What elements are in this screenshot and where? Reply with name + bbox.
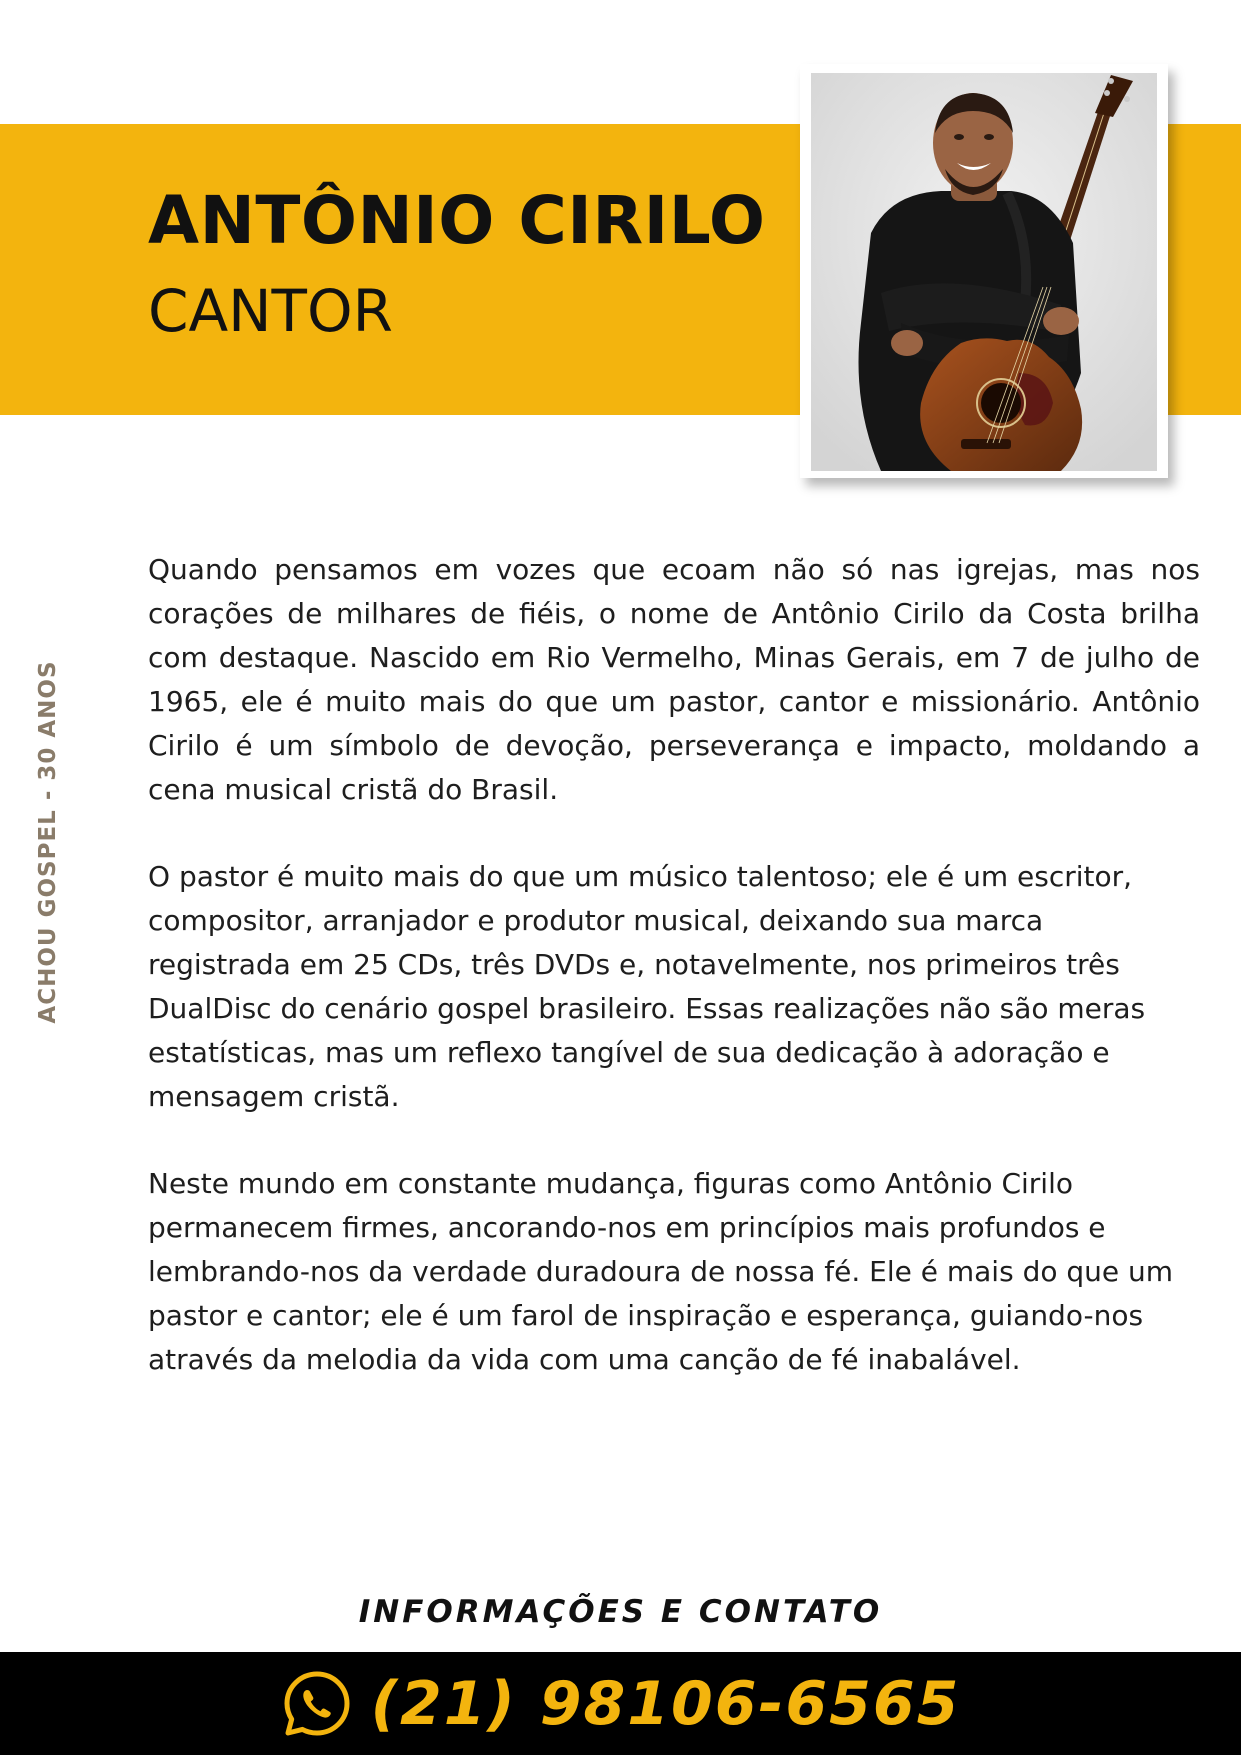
phone-number[interactable]: (21) 98106-6565 <box>370 1668 961 1739</box>
artist-photo-frame <box>800 64 1168 478</box>
artist-photo <box>811 73 1157 471</box>
bio-paragraph-3: Neste mundo em constante mudança, figuras como Antônio Cirilo permanecem firmes, ancorando-nos em princípios mais profundos e lembrando-nos da verdade duradoura de nossa fé. Ele é mais do que um pastor e cantor; ele é um farol de inspiração e esperança, guiando-nos através da melodia da vida com uma canção de fé inabalável. <box>148 1167 1174 1376</box>
bio-paragraph-2: O pastor é muito mais do que um músico talentoso; ele é um escritor, compositor, arranjador e produtor musical, deixando sua marca registrada em 25 CDs, três DVDs e, notavelmente, nos primeiros três DualDisc do cenário gospel brasileiro. Essas realizações não são meras estatísticas, mas um reflexo tangível de sua dedicação à adoração e mensagem cristã. <box>148 860 1146 1113</box>
bio-paragraph-1: Quando pensamos em vozes que ecoam não só nas igrejas, mas nos corações de milhares de fiéis, o nome de Antônio Cirilo da Costa brilha com destaque. Nascido em Rio Vermelho, Minas Gerais, em 7 de julho de 1965, ele é muito mais do que um pastor, cantor e missionário. Antônio Cirilo é um símbolo de devoção, perseverança e impacto, moldando a cena musical cristã do Brasil. <box>148 553 1200 806</box>
phone-row <box>0 1652 1241 1755</box>
artist-name: ANTÔNIO CIRILO <box>148 182 766 259</box>
whatsapp-icon <box>281 1668 353 1740</box>
contact-footer <box>0 1652 1241 1755</box>
contact-heading: INFORMAÇÕES E CONTATO <box>358 1594 883 1630</box>
artist-role: CANTOR <box>148 277 393 345</box>
biography <box>148 548 1200 1425</box>
side-label: ACHOU GOSPEL - 30 ANOS <box>35 660 61 1024</box>
